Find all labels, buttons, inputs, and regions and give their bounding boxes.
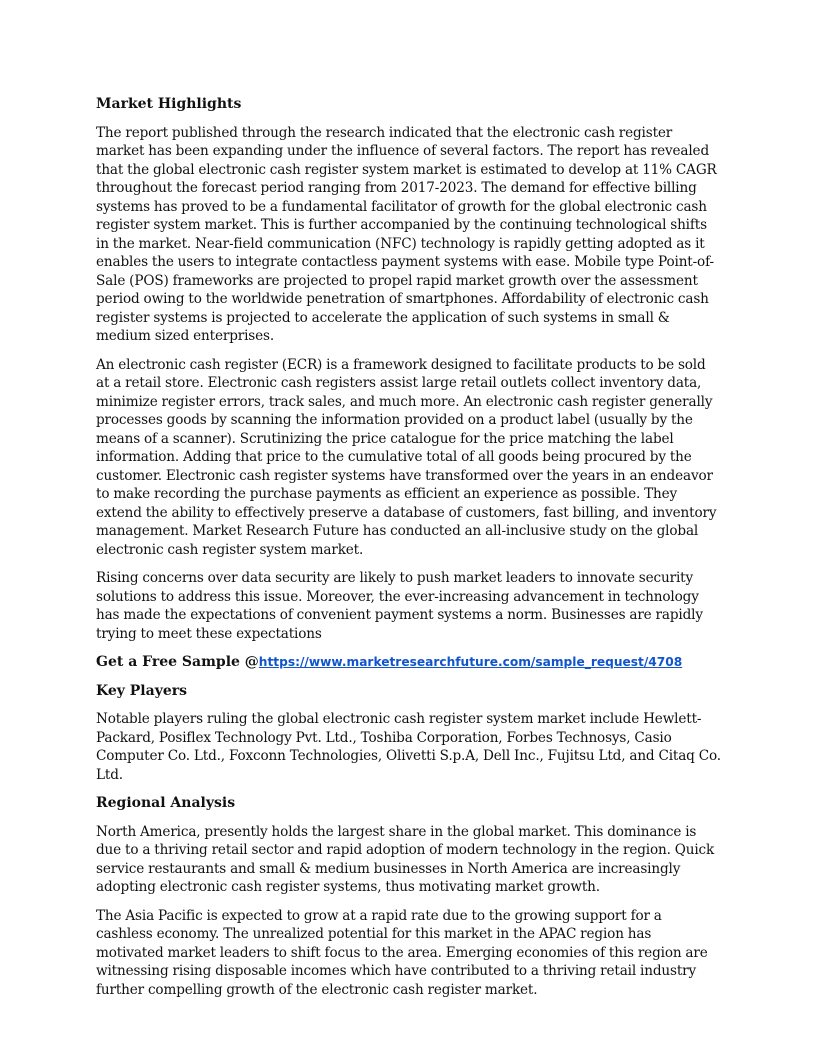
key-players-paragraph: Notable players ruling the global electronic cash register system market include Hewlett-Packard, Posiflex Technology Pvt. Ltd., Toshiba Corporation, Forbes Technosys, Casio Computer Co. Ltd., Foxconn Technologies, Olivetti S.p.A, Dell Inc., Fujitsu Ltd, and Citaq Co. Ltd. <box>96 711 721 783</box>
regional-analysis-paragraph-1: North America, presently holds the largest share in the global market. This dominance is due to a thriving retail sector and rapid adoption of modern technology in the region. Quick service restaurants and small & medium businesses in North America are increasingly adopting electronic cash register systems, thus motivating market growth. <box>96 823 715 895</box>
regional-analysis-paragraph-2: The Asia Pacific is expected to grow at a rapid rate due to the growing support for a cashless economy. The unrealized potential for this market in the APAC region has motivated market leaders to shift focus to the area. Emerging economies of this region are witnessing rising disposable incomes which have contributed to a thriving retail industry further compelling growth of the electronic cash register market. <box>96 907 708 998</box>
free-sample-link[interactable]: https://www.marketresearchfuture.com/sample_request/4708 <box>258 655 683 669</box>
market-highlights-heading: Market Highlights <box>96 96 242 112</box>
free-sample-label: Get a Free Sample @ <box>96 654 259 670</box>
free-sample-line <box>96 653 722 672</box>
regional-analysis-heading: Regional Analysis <box>96 795 236 811</box>
document-page <box>96 95 722 1009</box>
market-highlights-paragraph-2: An electronic cash register (ECR) is a framework designed to facilitate products to be sold at a retail store. Electronic cash registers assist large retail outlets collect inventory data, minimize register errors, track sales, and much more. An electronic cash register generally processes goods by scanning the information provided on a product label (usually by the means of a scanner). Scrutinizing the price catalogue for the price matching the label information. Adding that price to the cumulative total of all goods being procured by the customer. Electronic cash register systems have transformed over the years in an endeavor to make recording the purchase payments as efficient an experience as possible. They extend the ability to effectively preserve a database of customers, fast billing, and inventory management. Market Research Future has conducted an all-inclusive study on the global electronic cash register system market. <box>96 356 717 558</box>
market-highlights-paragraph-1: The report published through the research indicated that the electronic cash register market has been expanding under the influence of several factors. The report has revealed that the global electronic cash register system market is estimated to develop at 11% CAGR throughout the forecast period ranging from 2017-2023. The demand for effective billing systems has proved to be a fundamental facilitator of growth for the global electronic cash register system market. This is further accompanied by the continuing technological shifts in the market. Near-field communication (NFC) technology is rapidly getting adopted as it enables the users to integrate contactless payment systems with ease. Mobile type Point-of-Sale (POS) frameworks are projected to propel rapid market growth over the assessment period owing to the worldwide penetration of smartphones. Affordability of electronic cash register systems is projected to accelerate the application of such systems in small & medium sized enterprises. <box>96 124 717 344</box>
key-players-heading: Key Players <box>96 682 187 699</box>
market-highlights-paragraph-3: Rising concerns over data security are likely to push market leaders to innovate security solutions to address this issue. Moreover, the ever-increasing advancement in technology has made the expectations of convenient payment systems a norm. Businesses are rapidly trying to meet these expectations <box>96 570 703 642</box>
